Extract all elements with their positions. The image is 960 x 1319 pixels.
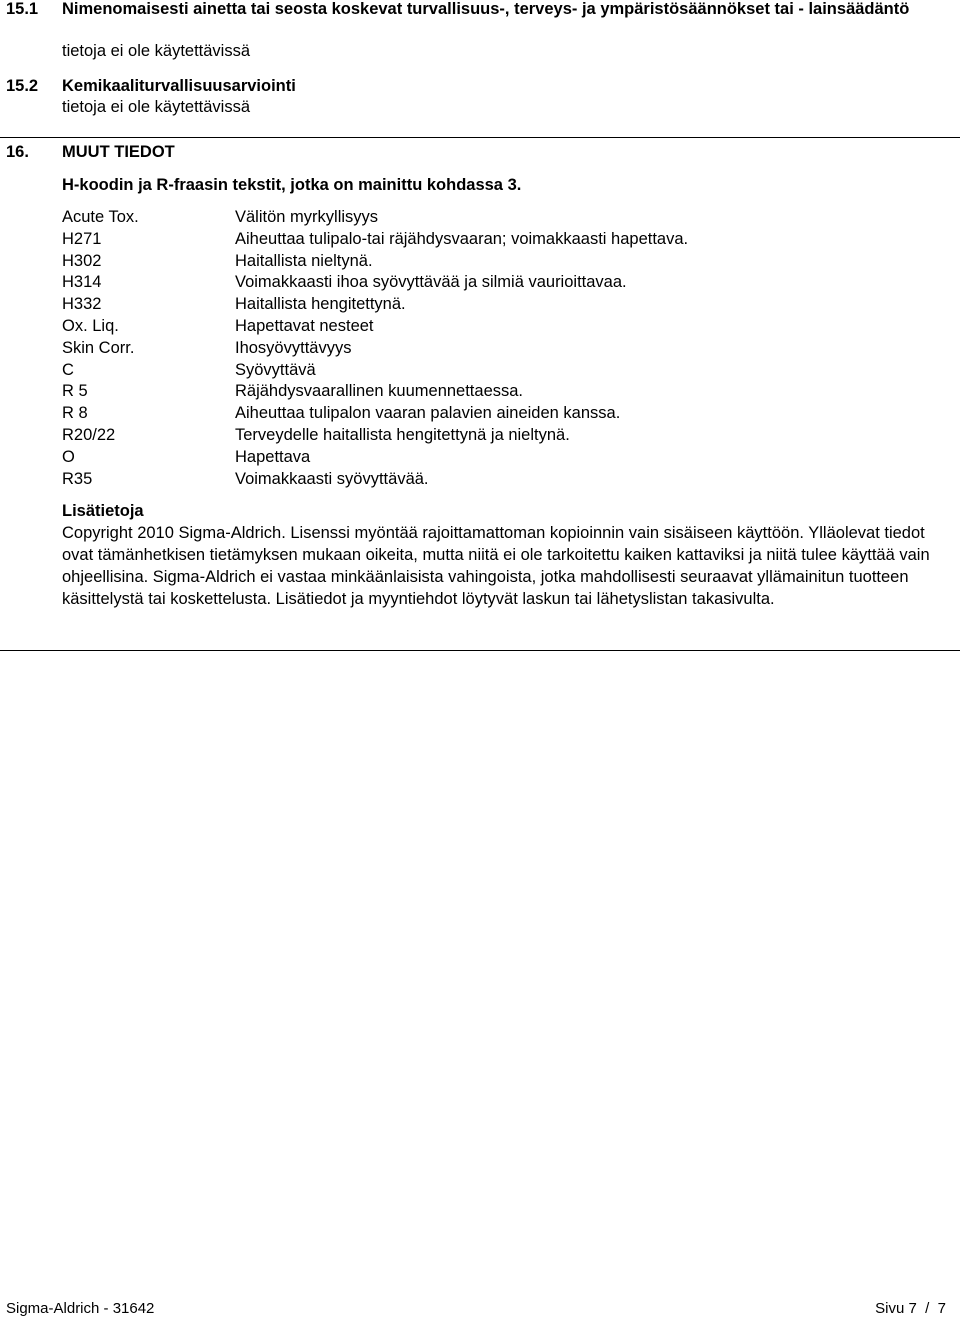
- section-16-number: 16.: [6, 143, 29, 161]
- code-row: [62, 206, 942, 228]
- code-row: [62, 359, 942, 381]
- section-15-2-number: 15.2: [6, 77, 39, 95]
- code-label: R20/22: [62, 426, 116, 444]
- code-row: [62, 315, 942, 337]
- code-label: C: [62, 360, 74, 379]
- code-row: [62, 293, 942, 315]
- code-row: [62, 271, 942, 293]
- code-description: Voimakkaasti syövyttävää.: [235, 469, 429, 488]
- section-15-1-number: 15.1: [6, 0, 39, 18]
- code-label: R35: [62, 469, 93, 488]
- code-description: Aiheuttaa tulipalo-tai räjähdysvaaran; voimakkaasti hapettava.: [235, 229, 689, 248]
- code-label: Acute Tox.: [62, 208, 139, 226]
- code-row: [62, 402, 942, 424]
- code-label: H271: [62, 229, 102, 248]
- code-description: Haitallista hengitettynä.: [235, 295, 406, 314]
- section-15-1-note: tietoja ei ole käytettävissä: [62, 42, 251, 60]
- code-row: [62, 468, 942, 490]
- code-row: [62, 228, 942, 250]
- footer-right: Sivu 7 / 7: [875, 1300, 946, 1317]
- code-label: H314: [62, 273, 102, 292]
- code-label: R 5: [62, 382, 88, 401]
- code-description: Välitön myrkyllisyys: [235, 208, 379, 226]
- code-description: Hapettavat nesteet: [235, 317, 374, 335]
- section-divider: [0, 137, 960, 138]
- code-row: [62, 446, 942, 468]
- code-label: H302: [62, 251, 102, 270]
- code-label: R 8: [62, 404, 88, 423]
- code-description: Terveydelle haitallista hengitettynä ja nieltynä.: [235, 426, 570, 444]
- code-description: Haitallista nieltynä.: [235, 251, 373, 270]
- code-description: Ihosyövyttävyys: [235, 338, 352, 357]
- code-description: Aiheuttaa tulipalon vaaran palavien aineiden kanssa.: [235, 404, 621, 423]
- code-description: Voimakkaasti ihoa syövyttävää ja silmiä vaurioittavaa.: [235, 273, 627, 292]
- end-divider: [0, 650, 960, 651]
- code-description: Räjähdysvaarallinen kuumennettaessa.: [235, 382, 524, 401]
- section-15-2-title: Kemikaaliturvallisuusarviointi: [62, 77, 296, 95]
- code-row: [62, 424, 942, 446]
- info-paragraph: Copyright 2010 Sigma-Aldrich. Lisenssi myöntää rajoittamattoman kopioinnin vain sisäiseen käyttöön. Ylläolevat tiedot ovat tämänhetkisen tietämyksen mukaan oikeita, mutta niitä ei ole tarkoitettu kaiken kattaviksi ja niitä tulee käyttää vain ohjeellisina. Sigma-Aldrich ei vastaa minkäänlaisista vahingoista, jotka mahdollisesti seuraavat yllämainitun tuotteen käsittelystä tai koskettelusta. Lisätiedot ja myyntiehdot löytyvät laskun tai lähetyslistan takasivulta.: [62, 524, 930, 608]
- section-16-title: MUUT TIEDOT: [62, 143, 175, 161]
- info-heading: Lisätietoja: [62, 502, 144, 520]
- footer-left: Sigma-Aldrich - 31642: [6, 1300, 155, 1317]
- section-15-2-note: tietoja ei ole käytettävissä: [62, 98, 251, 116]
- code-description: Syövyttävä: [235, 360, 316, 379]
- code-row: [62, 337, 942, 359]
- section-15-1-title: Nimenomaisesti ainetta tai seosta koskevat turvallisuus-, terveys- ja ympäristösäännökset tai - lainsäädäntö: [62, 0, 910, 18]
- code-label: Ox. Liq.: [62, 317, 119, 335]
- code-label: Skin Corr.: [62, 338, 135, 357]
- code-label: O: [62, 447, 75, 466]
- code-label: H332: [62, 295, 102, 314]
- code-row: [62, 380, 942, 402]
- code-description: Hapettava: [235, 447, 311, 466]
- codes-subheading: H-koodin ja R-fraasin tekstit, jotka on mainittu kohdassa 3.: [62, 176, 522, 194]
- code-row: [62, 250, 942, 272]
